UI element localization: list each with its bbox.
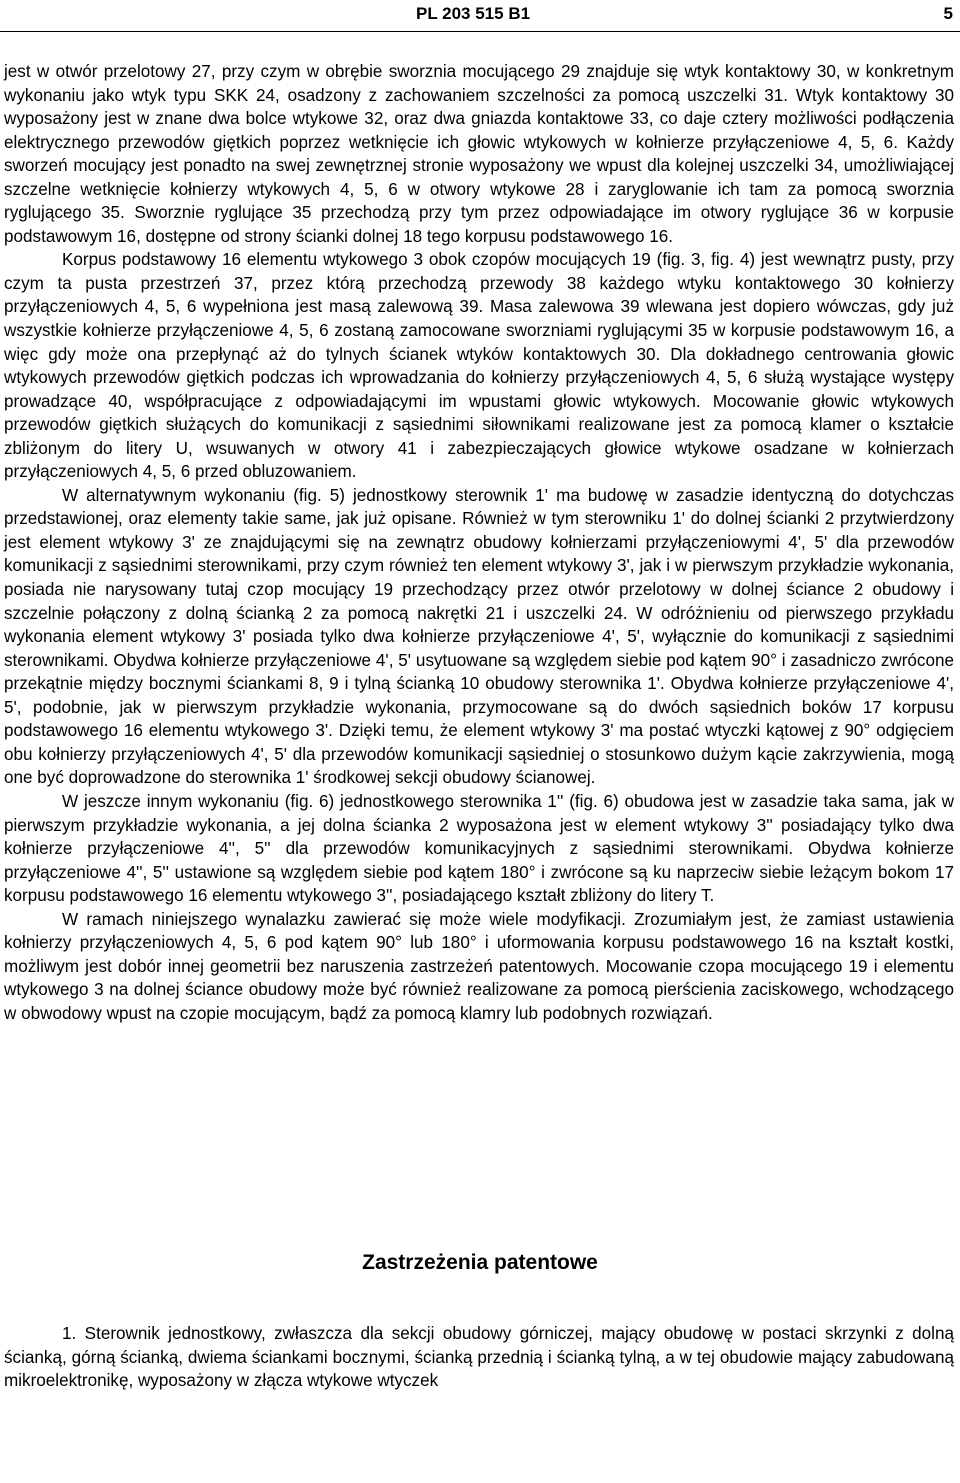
description-body	[4, 60, 954, 1025]
claims-list	[4, 1322, 954, 1393]
paragraph-base-body: Korpus podstawowy 16 elementu wtykowego 3 obok czopów mocujących 19 (fig. 3, fig. 4) jest wewnątrz pusty, przy czym ta pusta przestrzeń 37, przez którą przechodzą przewody 38 każdego wtyku kontaktowego 30 kołnierzy przyłączeniowych 4, 5, 6 wypełniona jest masą zalewową 39. Masa zalewowa 39 wlewana jest dopiero wówczas, gdy już wszystkie kołnierze przyłączeniowe 4, 5, 6 zostaną zamocowane sworzniami ryglującymi 35 w korpusie podstawowym 16, a więc gdy może ona przepłynąć aż do tylnych ścianek wtyków kontaktowych 30. Dla dokładnego centrowania głowic wtykowych przewodów giętkich podczas ich wprowadzania do kołnierzy przyłączeniowych 4, 5, 6 służą wystające występy prowadzące 40, współpracujące z odpowiadającymi im wpustami głowic wtykowych. Mocowanie głowic wtykowych przewodów giętkich służących do komunikacji z sąsiednimi siłownikami realizowane jest za pomocą klamer o kształcie zbliżonym do litery U, wsuwanych w otwory 41 i zabezpieczających głowice wtykowe osadzane w kołnierzach przyłączeniowych 4, 5, 6 przed obluzowaniem.	[4, 250, 954, 482]
paragraph-modifications: W ramach niniejszego wynalazku zawierać się może wiele modyfikacji. Zrozumiałym jest, że zamiast ustawienia kołnierzy przyłączeniowych 4, 5, 6 pod kątem 90° lub 180° i uformowania korpusu podstawowego 16 na kształt kostki, możliwym jest dobór innej geometrii bez naruszenia zastrzeżeń patentowych. Mocowanie czopa mocującego 19 i elementu wtykowego 3 na dolnej ściance obudowy może być również realizowane za pomocą pierścienia zaciskowego, wchodzącego w obwodowy wpust na czopie mocującym, bądź za pomocą klamry lub podobnych rozwiązań.	[4, 909, 954, 1023]
publication-number: PL 203 515 B1	[416, 4, 531, 23]
claims-heading: Zastrzeżenia patentowe	[362, 1251, 598, 1274]
paragraph-further-embodiment: W jeszcze innym wykonaniu (fig. 6) jednostkowego sterownika 1'' (fig. 6) obudowa jest w zasadzie taka sama, jak w pierwszym przykładzie wykonania, a jej dolna ścianka 2 wyposażona jest w element wtykowy 3'' posiadający tylko dwa kołnierze przyłączeniowe 4'', 5'' dla przewodów komunikacyjnych z sąsiednimi sterownikami. Obydwa kołnierze przyłączeniowe 4'', 5'' ustawione są względem siebie pod kątem 180° i zwrócone są ku naprzeciw siebie leżącym bokom 17 korpusu podstawowego 16 elementu wtykowego 3'', posiadającego kształt zbliżony do litery T.	[4, 791, 954, 906]
claim-item: 1. Sterownik jednostkowy, zwłaszcza dla sekcji obudowy górniczej, mający obudowę w postaci skrzynki z dolną ścianką, górną ścianką, dwiema ściankami bocznymi, ścianką przednią i ścianką tylną, a w tej obudowie mający zabudowaną mikroelektronikę, wyposażony w złącza wtykowe wtyczek	[4, 1324, 954, 1391]
paragraph-continuation: jest w otwór przelotowy 27, przy czym w obrębie sworznia mocującego 29 znajduje się wtyk kontaktowy 30, w konkretnym wykonaniu jako wtyk typu SKK 24, osadzony z zachowaniem szczelności za pomocą uszczelki 31. Wtyk kontaktowy 30 wyposażony jest w znane dwa bolce wtykowe 32, oraz dwa gniazda kontaktowe 33, co daje cztery możliwości podłączenia elektrycznego przewodów giętkich poprzez wetknięcie ich głowic wtykowych w kołnierze przyłączeniowe 4, 5, 6. Każdy sworzeń mocujący jest ponadto na swej zewnętrznej stronie wyposażony we wpust dla kolejnej uszczelki 34, umożliwiającej szczelne wetknięcie kołnierzy wtykowych 4, 5, 6 w otwory wtykowe 28 i zaryglowanie ich tam za pomocą sworznia ryglującego 35. Sworznie ryglujące 35 przechodzą przy tym przez odpowiadające im otwory ryglujące 36 w korpusie podstawowym 16, dostępne od strony ścianki dolnej 18 tego korpusu podstawowego 16.	[4, 62, 954, 246]
page-header	[0, 0, 960, 28]
header-divider	[0, 31, 960, 32]
paragraph-alternative-embodiment: W alternatywnym wykonaniu (fig. 5) jednostkowy sterownik 1' ma budowę w zasadzie identyczną do dotychczas przedstawionej, oraz elementy takie same, jak już opisane. Również w tym sterowniku 1' do dolnej ścianki 2 przytwierdzony jest element wtykowy 3' ze znajdującymi się na zewnątrz obudowy kołnierzami przyłączeniowymi 4', 5' dla przewodów komunikacji z sąsiednimi sterownikami, przy czym również ten element wtykowy 3', jak i w pierwszym przykładzie wykonania, posiada nie narysowany tutaj czop mocujący 19 przechodzący przez otwór przelotowy w dolnej ściance 2 obudowy i szczelnie połączony z dolną ścianką 2 za pomocą nakrętki 21 i uszczelki 24. W odróżnieniu od pierwszego przykładu wykonania element wtykowy 3' posiada tylko dwa kołnierze przyłączeniowe 4', 5', wyłącznie do komunikacji z sąsiednimi sterownikami. Obydwa kołnierze przyłączeniowe 4', 5' usytuowane są względem siebie pod kątem 90° i zasadniczo zwrócone przekątnie między bocznymi ściankami 8, 9 i tylną ścianką 10 obudowy sterownika 1'. Obydwa kołnierze przyłączeniowe 4', 5', podobnie, jak w pierwszym przykładzie wykonania, przymocowane są do dwóch sąsiednich boków 17 korpusu podstawowego 16 elementu wtykowego 3'. Dzięki temu, że element wtykowy 3' ma postać wtyczki kątowej z 90° odgięciem obu kołnierzy przyłączeniowych 4', 5' dla przewodów komunikacji sąsiedniej o stosunkowo dużym kącie zakrzywienia, mogą one być doprowadzone do sterownika 1' środkowej sekcji obudowy ścianowej.	[4, 485, 954, 788]
page-number: 5	[943, 4, 953, 23]
